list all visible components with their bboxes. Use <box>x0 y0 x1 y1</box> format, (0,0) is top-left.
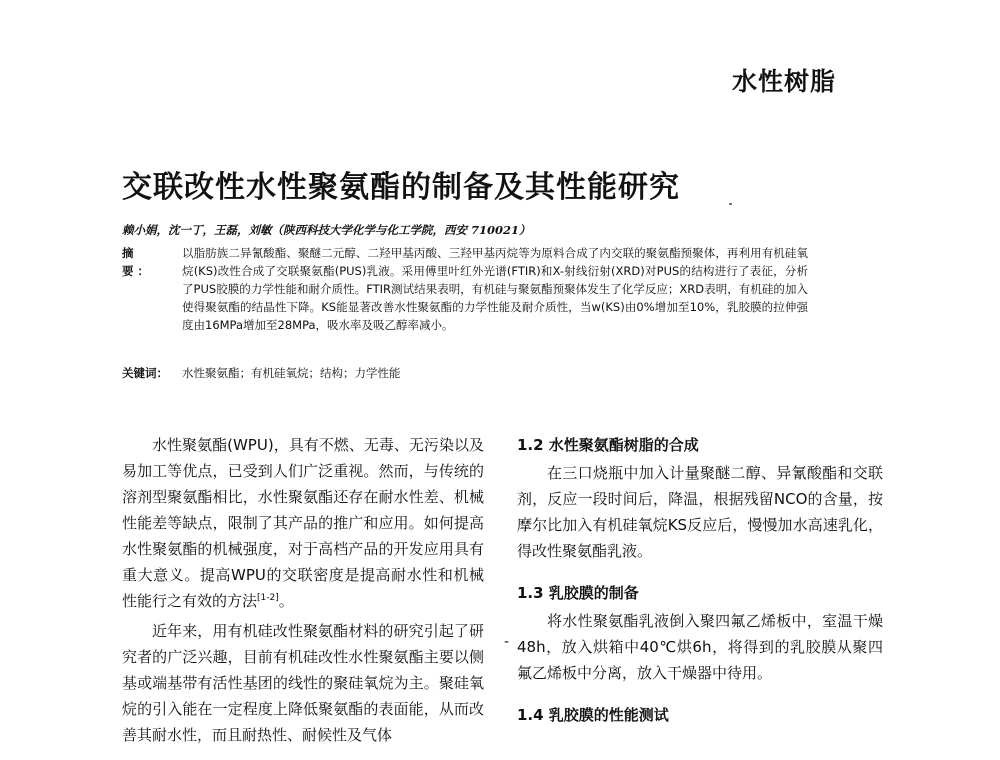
abstract <box>122 244 808 334</box>
section-1-3 <box>517 580 883 686</box>
keywords <box>122 364 401 382</box>
paragraph: 近年来，用有机硅改性聚氨酯材料的研究引起了研究者的广泛兴趣，目前有机硅改性水性聚氨酯主要以侧基或端基带有活性基团的线性的聚硅氧烷为主。聚硅氧烷的引入能在一定程度上降低聚氨酯的表面能，从而改善其耐水性，而且耐热性、耐候性及气体 <box>122 622 484 744</box>
author-line: 赖小娟，沈一丁，王磊，刘敏（陕西科技大学化学与化工学院，西安 710021） <box>122 223 531 237</box>
paragraph-end: 。 <box>278 592 294 610</box>
section-1-4 <box>517 702 883 728</box>
article-title: 交联改性水性聚氨酯的制备及其性能研究 <box>122 170 680 205</box>
abstract-label: 摘 要： <box>122 246 153 278</box>
citation: [1-2] <box>257 593 279 603</box>
paragraph: 在三口烧瓶中加入计量聚醚二醇、异氰酸酯和交联剂，反应一段时间后，降温，根据残留NCO的含量，按摩尔比加入有机硅氧烷KS反应后，慢慢加水高速乳化，得改性聚氨酯乳液。 <box>517 464 883 560</box>
paragraph <box>122 432 484 614</box>
scan-mark: - <box>504 634 510 650</box>
keywords-text: 水性聚氨酯；有机硅氧烷；结构；力学性能 <box>182 366 401 380</box>
section-heading: 1.4 乳胶膜的性能测试 <box>517 706 669 724</box>
body-left-column <box>122 432 484 752</box>
section-heading: 1.3 乳胶膜的制备 <box>517 584 639 602</box>
paragraph: 将水性聚氨酯乳液倒入聚四氟乙烯板中，室温干燥48h，放入烘箱中40℃烘6h，将得到的乳胶膜从聚四氟乙烯板中分离，放入干燥器中待用。 <box>517 612 883 682</box>
paragraph-text: 水性聚氨酯(WPU)，具有不燃、无毒、无污染以及易加工等优点，已受到人们广泛重视。然而，与传统的溶剂型聚氨酯相比，水性聚氨酯还存在耐水性差、机械性能差等缺点，限制了其产品的推广和应用。如何提高水性聚氨酯的机械强度，对于高档产品的开发应用具有重大意义。提高WPU的交联密度是提高耐水性和机械性能行之有效的方法 <box>122 436 484 610</box>
scan-speck <box>729 203 732 205</box>
section-1-2 <box>517 432 883 564</box>
body-right-column <box>517 432 883 744</box>
abstract-text: 以脂肪族二异氰酸酯、聚醚二元醇、二羟甲基丙酸、三羟甲基丙烷等为原料合成了内交联的聚氨酯预聚体，再利用有机硅氧烷(KS)改性合成了交联聚氨酯(PUS)乳液。采用傅里叶红外光谱(FTIR)和X-射线衍射(XRD)对PUS的结构进行了表征，分析了PUS胶膜的力学性能和耐介质性。FTIR测试结果表明，有机硅与聚氨酯预聚体发生了化学反应；XRD表明，有机硅的加入使得聚氨酯的结晶性下降。KS能显著改善水性聚氨酯的力学性能及耐介质性，当w(KS)由0%增加至10%，乳胶膜的拉伸强度由16MPa增加至28MPa，吸水率及吸乙醇率减小。 <box>182 246 808 332</box>
keywords-label: 关键词： <box>122 366 168 380</box>
section-heading: 1.2 水性聚氨酯树脂的合成 <box>517 436 699 454</box>
section-label: 水性树脂 <box>731 67 836 96</box>
